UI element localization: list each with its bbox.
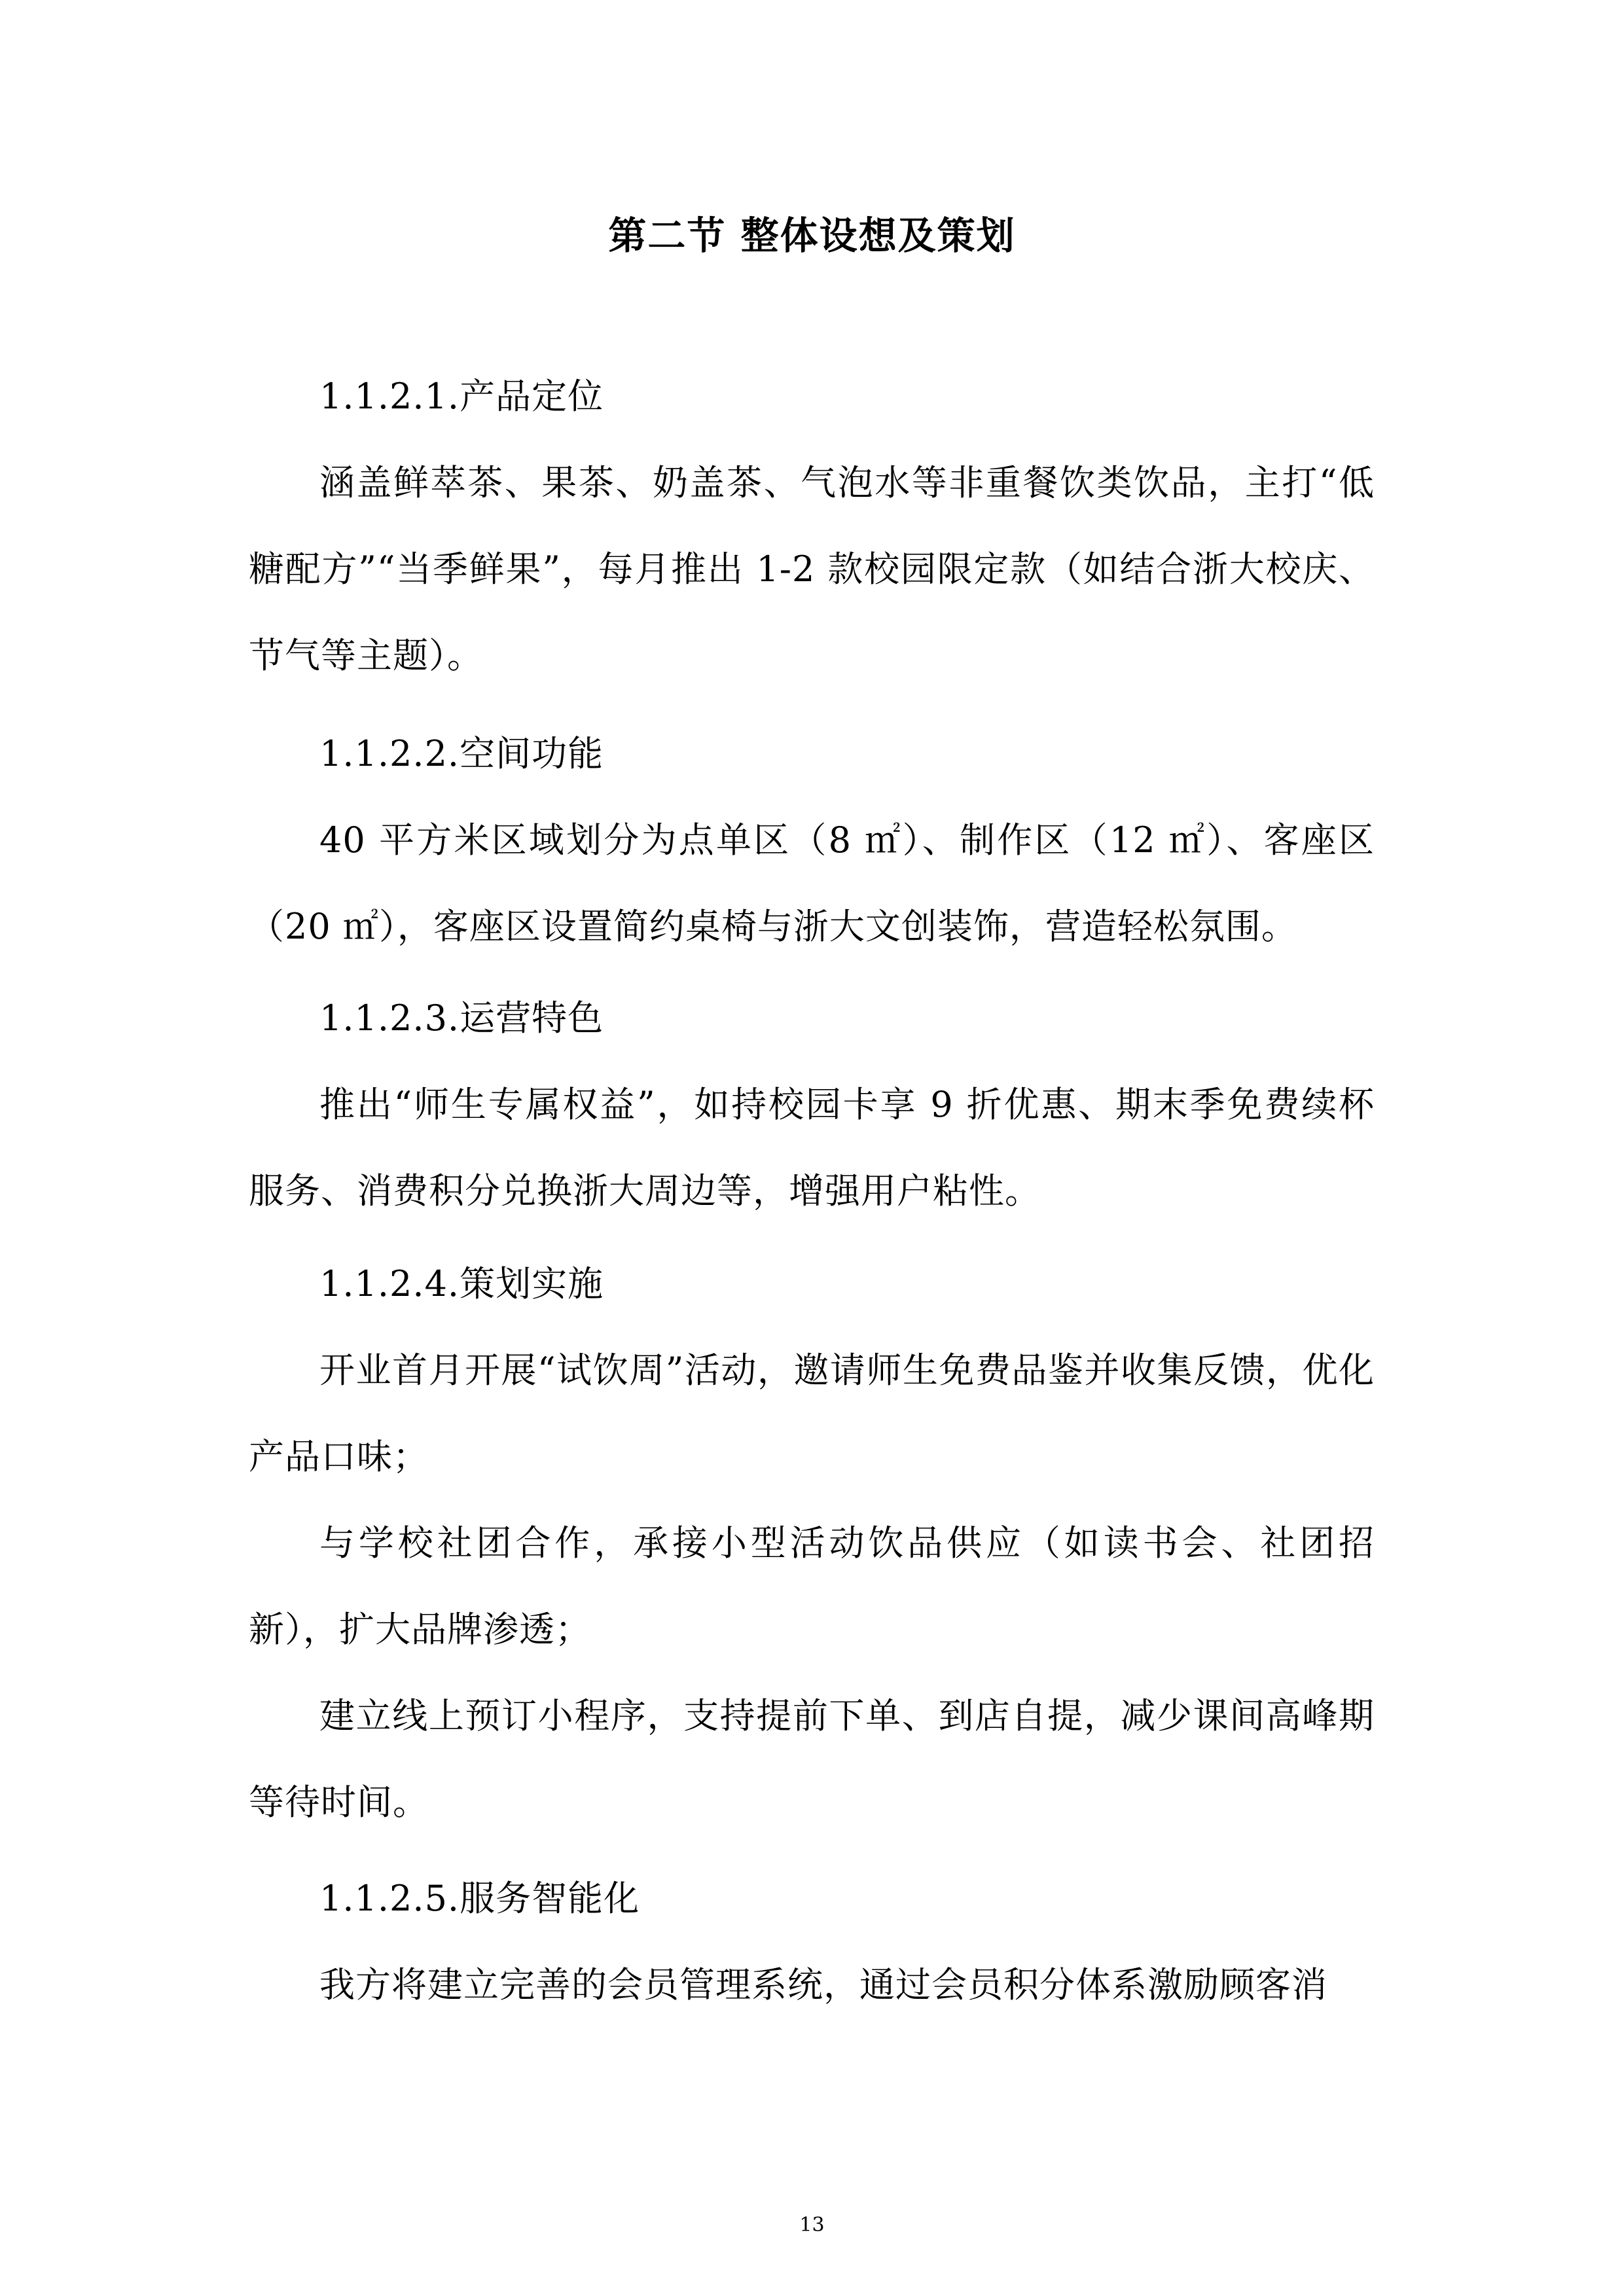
section-title: 第二节 整体设想及策划 <box>608 213 1016 258</box>
subsection-heading: 1.1.2.3.运营特色 <box>319 997 604 1039</box>
page-number: 13 <box>799 2214 825 2236</box>
paragraph: 我方将建立完善的会员管理系统，通过会员积分体系激励顾客消 <box>319 1964 1327 2005</box>
section-space-function <box>249 711 1375 970</box>
paragraph: 与学校社团合作，承接小型活动饮品供应（如读书会、社团招新），扩大品牌渗透； <box>249 1522 1375 1650</box>
subsection-heading: 1.1.2.5.服务智能化 <box>319 1878 640 1919</box>
section-smart-service <box>249 1856 1375 2028</box>
paragraph: 推出“师生专属权益”，如持校园卡享 9 折优惠、期末季免费续杯服务、消费积分兑换浙大周边等，增强用户粘性。 <box>249 1084 1375 1211</box>
subsection-heading: 1.1.2.1.产品定位 <box>319 376 604 417</box>
subsection-heading: 1.1.2.4.策划实施 <box>319 1263 604 1304</box>
section-planning-implementation <box>249 1241 1375 1846</box>
paragraph: 建立线上预订小程序，支持提前下单、到店自提，减少课间高峰期等待时间。 <box>249 1695 1375 1823</box>
paragraph: 涵盖鲜萃茶、果茶、奶盖茶、气泡水等非重餐饮类饮品，主打“低糖配方”“当季鲜果”，每月推出 1-2 款校园限定款（如结合浙大校庆、节气等主题）。 <box>249 462 1375 676</box>
section-operation-features <box>249 975 1375 1234</box>
subsection-heading: 1.1.2.2.空间功能 <box>319 733 604 774</box>
paragraph: 开业首月开展“试饮周”活动，邀请师生免费品鉴并收集反馈，优化产品口味； <box>249 1350 1375 1477</box>
paragraph: 40 平方米区域划分为点单区（8 ㎡）、制作区（12 ㎡）、客座区（20 ㎡），客座区设置简约桌椅与浙大文创装饰，营造轻松氛围。 <box>249 819 1375 947</box>
section-product-positioning <box>249 353 1375 699</box>
